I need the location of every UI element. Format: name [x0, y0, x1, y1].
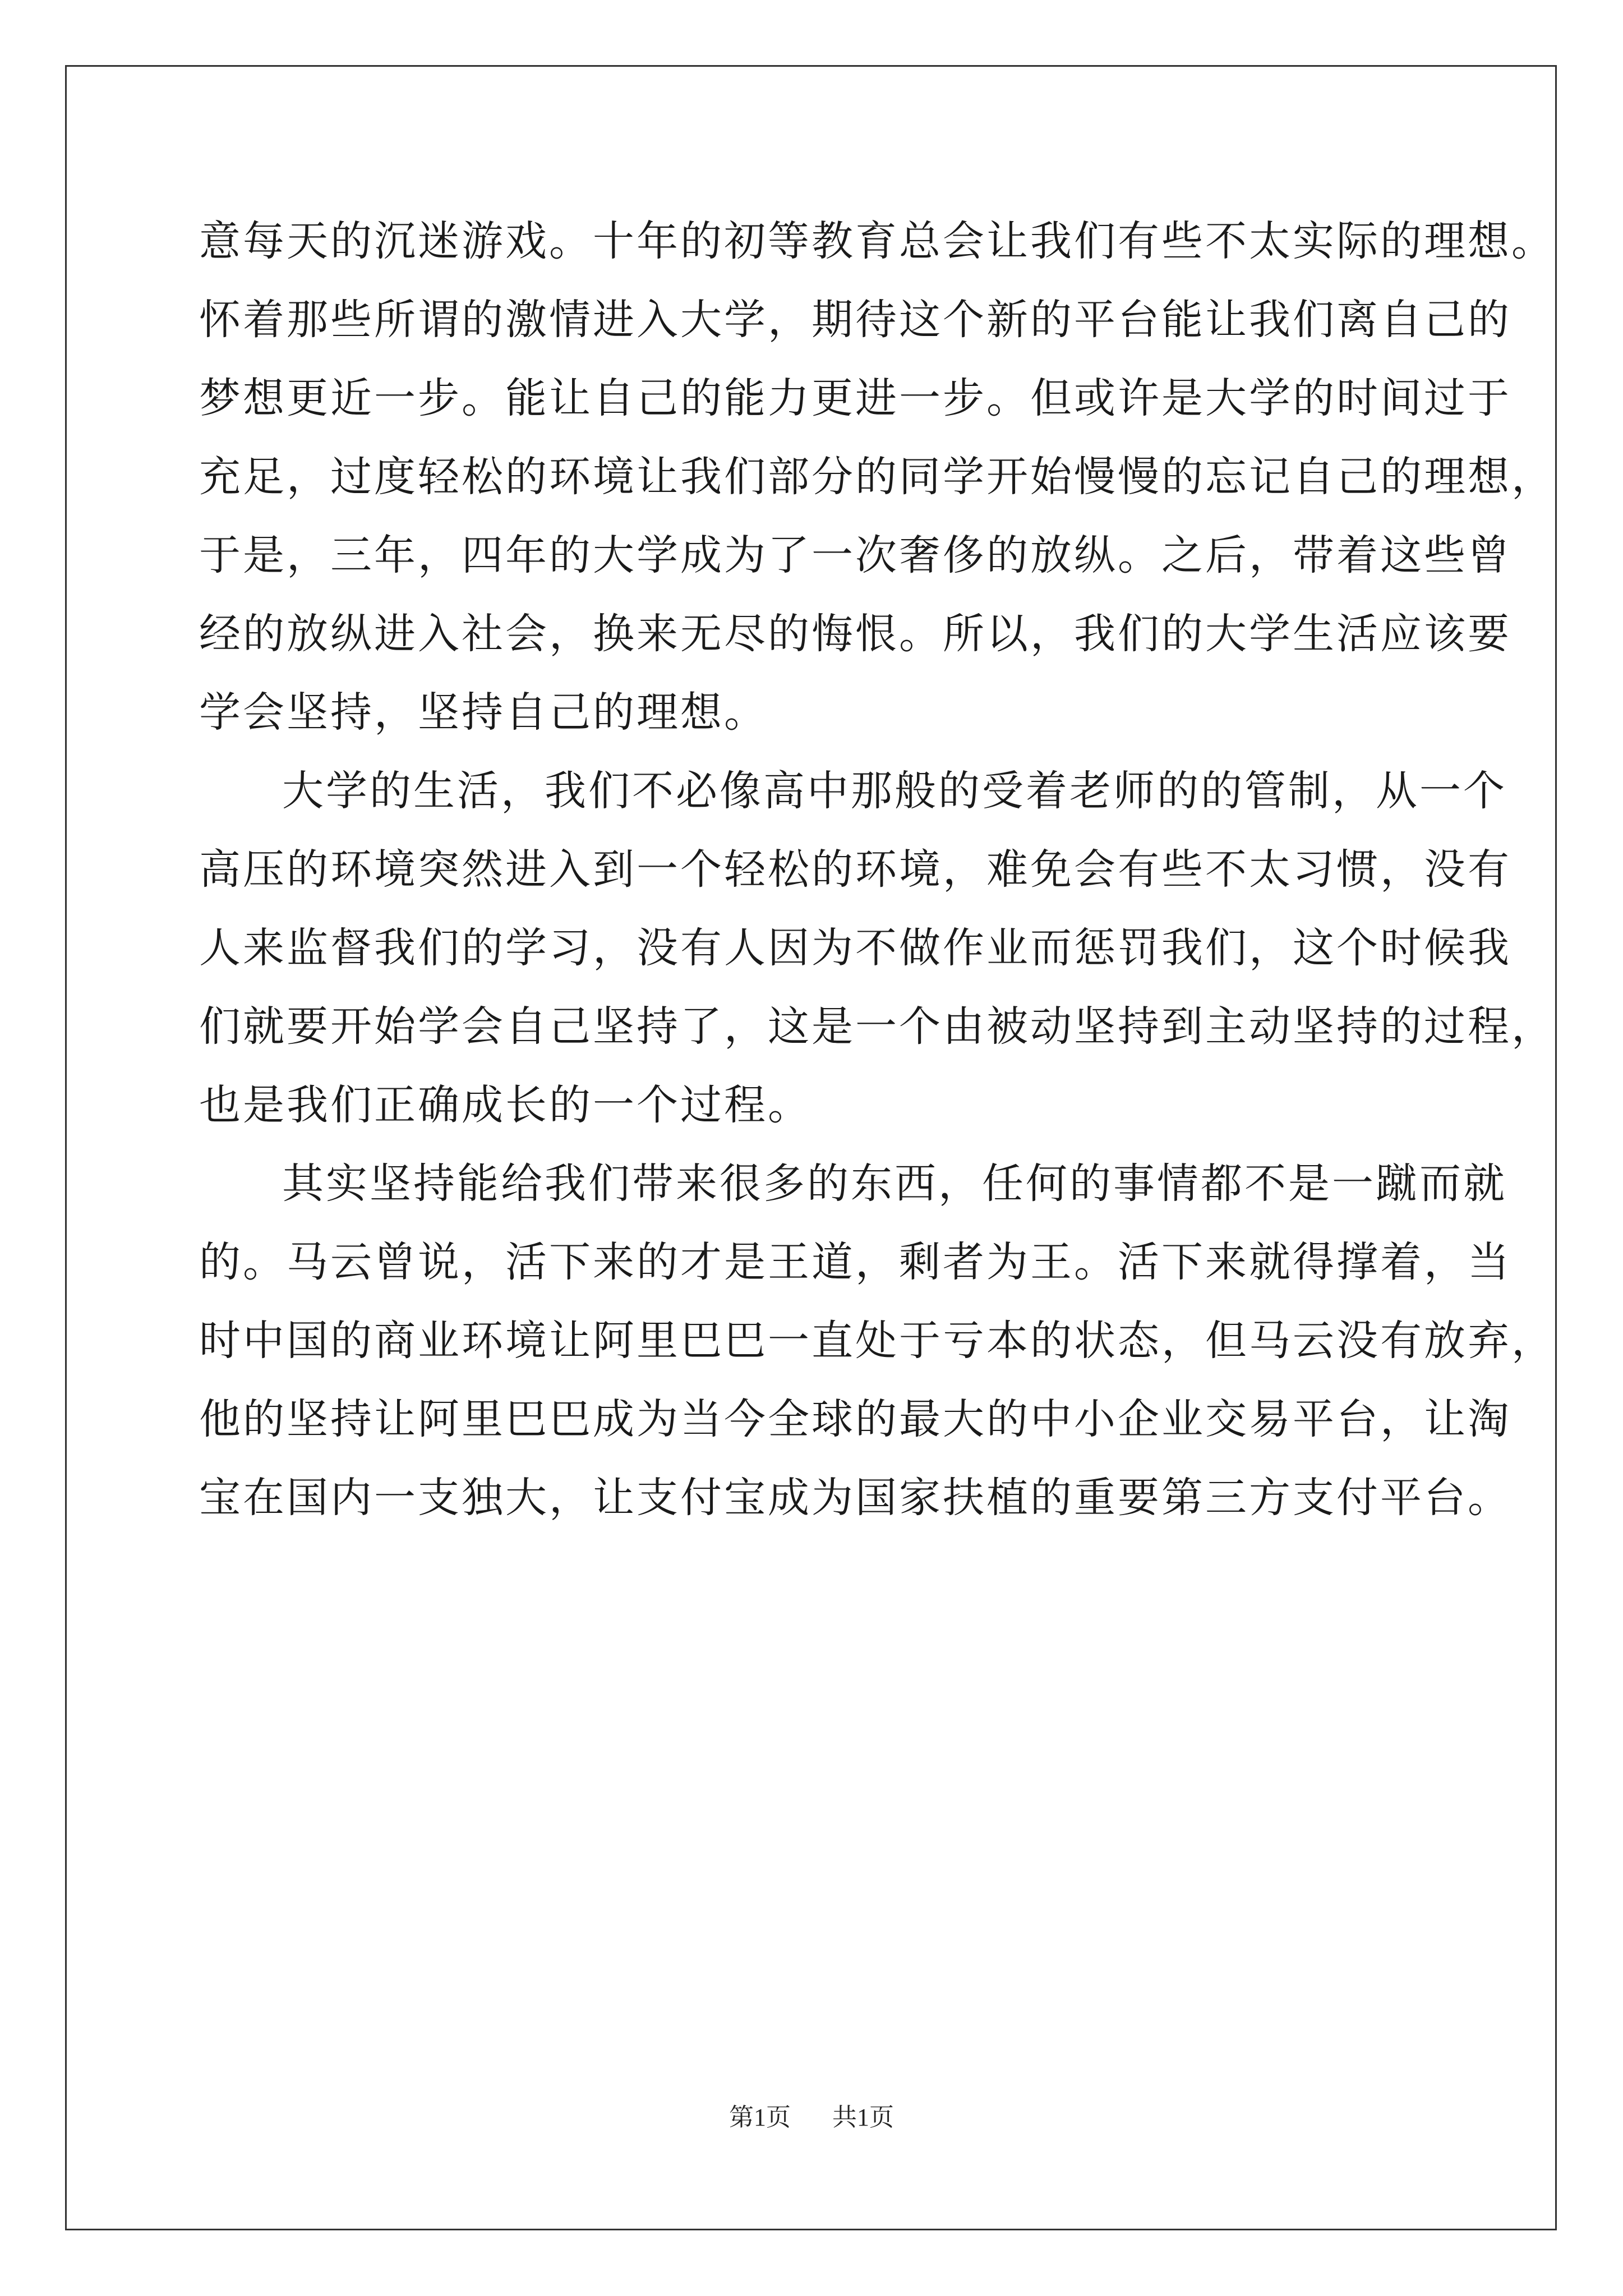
text-line: 人来监督我们的学习，没有人因为不做作业而惩罚我们，这个时候我	[199, 924, 1511, 972]
text-line: 怀着那些所谓的激情进入大学，期待这个新的平台能让我们离自己的	[199, 296, 1511, 344]
text-line: 大学的生活，我们不必像高中那般的受着老师的的管制，从一个	[282, 767, 1507, 815]
text-line: 时中国的商业环境让阿里巴巴一直处于亏本的状态，但马云没有放弃，	[199, 1317, 1555, 1365]
text-line: 其实坚持能给我们带来很多的东西，任何的事情都不是一蹴而就	[282, 1159, 1507, 1208]
text-line: 他的坚持让阿里巴巴成为当今全球的最大的中小企业交易平台，让淘	[199, 1395, 1511, 1443]
text-line: 宝在国内一支独大，让支付宝成为国家扶植的重要第三方支付平台。	[199, 1474, 1511, 1522]
text-line: 的。马云曾说，活下来的才是王道，剩者为王。活下来就得撑着，当	[199, 1238, 1511, 1286]
page-number: 第1页	[729, 2104, 791, 2131]
text-line: 经的放纵进入社会，换来无尽的悔恨。所以，我们的大学生活应该要	[199, 610, 1511, 658]
page-total: 共1页	[832, 2104, 894, 2131]
text-line: 意每天的沉迷游戏。十年的初等教育总会让我们有些不太实际的理想。	[199, 217, 1555, 265]
text-line: 学会坚持，坚持自己的理想。	[199, 688, 768, 737]
page-footer	[0, 2101, 1623, 2134]
text-line: 也是我们正确成长的一个过程。	[199, 1081, 811, 1129]
text-line: 们就要开始学会自己坚持了，这是一个由被动坚持到主动坚持的过程，	[199, 1002, 1555, 1051]
text-line: 于是，三年，四年的大学成为了一次奢侈的放纵。之后，带着这些曾	[199, 531, 1511, 579]
text-line: 充足，过度轻松的环境让我们部分的同学开始慢慢的忘记自己的理想，	[199, 453, 1555, 501]
text-line: 高压的环境突然进入到一个轻松的环境，难免会有些不太习惯，没有	[199, 845, 1511, 894]
text-line: 梦想更近一步。能让自己的能力更进一步。但或许是大学的时间过于	[199, 374, 1511, 422]
